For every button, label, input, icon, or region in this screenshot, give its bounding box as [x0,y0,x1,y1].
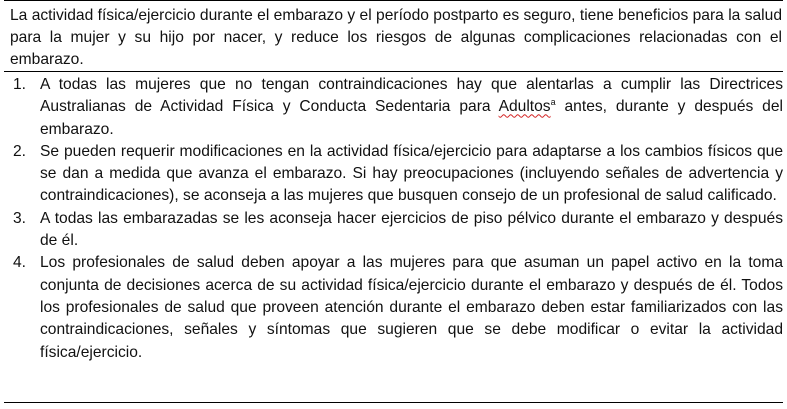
recommendation-list [4,74,783,364]
recommendation-text[interactable]: Los profesionales de salud deben apoyar a las mujeres para que asuman un papel activo en la toma conjunta de decisiones acerca de su actividad física/ejercicio durante el embarazo y después de él. Todos los profesionales de salud que proveen atención durante el embarazo deben estar familiarizados con las contraindicaciones, señales y síntomas que sugieren que se debe modificar o evitar la actividad física/ejercicio. [40,254,783,361]
recommendation-number: 3. [13,209,27,227]
recommendation-item-2 [4,141,783,208]
recommendation-item-3 [4,208,783,253]
recommendations-table [4,0,783,404]
top-border [4,0,783,1]
recommendation-number: 1. [13,76,27,93]
recommendation-number: 2. [13,142,27,160]
intro-statement[interactable]: La actividad física/ejercicio durante el embarazo y el período postparto es seguro, tiene beneficios para la salud para la mujer y su hijo por nacer, y reduce los riesgos de algunas complicaciones relacionadas con el embarazo. [10,7,782,68]
bottom-border [4,402,783,403]
recommendation-item-1 [4,74,783,141]
footnote-marker: a [550,97,556,108]
row-divider [4,71,783,72]
recommendation-text[interactable]: Se pueden requerir modificaciones en la actividad física/ejercicio para adaptarse a los cambios físicos que se dan a medida que avanza el embarazo. Si hay preocupaciones (incluyendo señales de advertencia y contraindicaciones), se aconseja a las mujeres que busquen consejo de un profesional de salud calificado. [40,142,783,205]
recommendation-text[interactable] [40,74,783,141]
recommendation-number: 4. [13,254,27,272]
spellcheck-flagged-word[interactable]: Adultos [498,98,551,116]
recommendation-item-4 [4,252,783,363]
recommendation-text[interactable]: A todas las embarazadas se les aconseja hacer ejercicios de piso pélvico durante el embarazo y después de él. [40,209,783,250]
recommendation-text-after: antes, durante y después del embarazo. [40,98,783,138]
recommendation-text-before: A todas las mujeres que no tengan contraindicaciones hay que alentarlas a cumplir las Directrices Australianas de Actividad Física y Conducta Sedentaria para [40,76,783,116]
